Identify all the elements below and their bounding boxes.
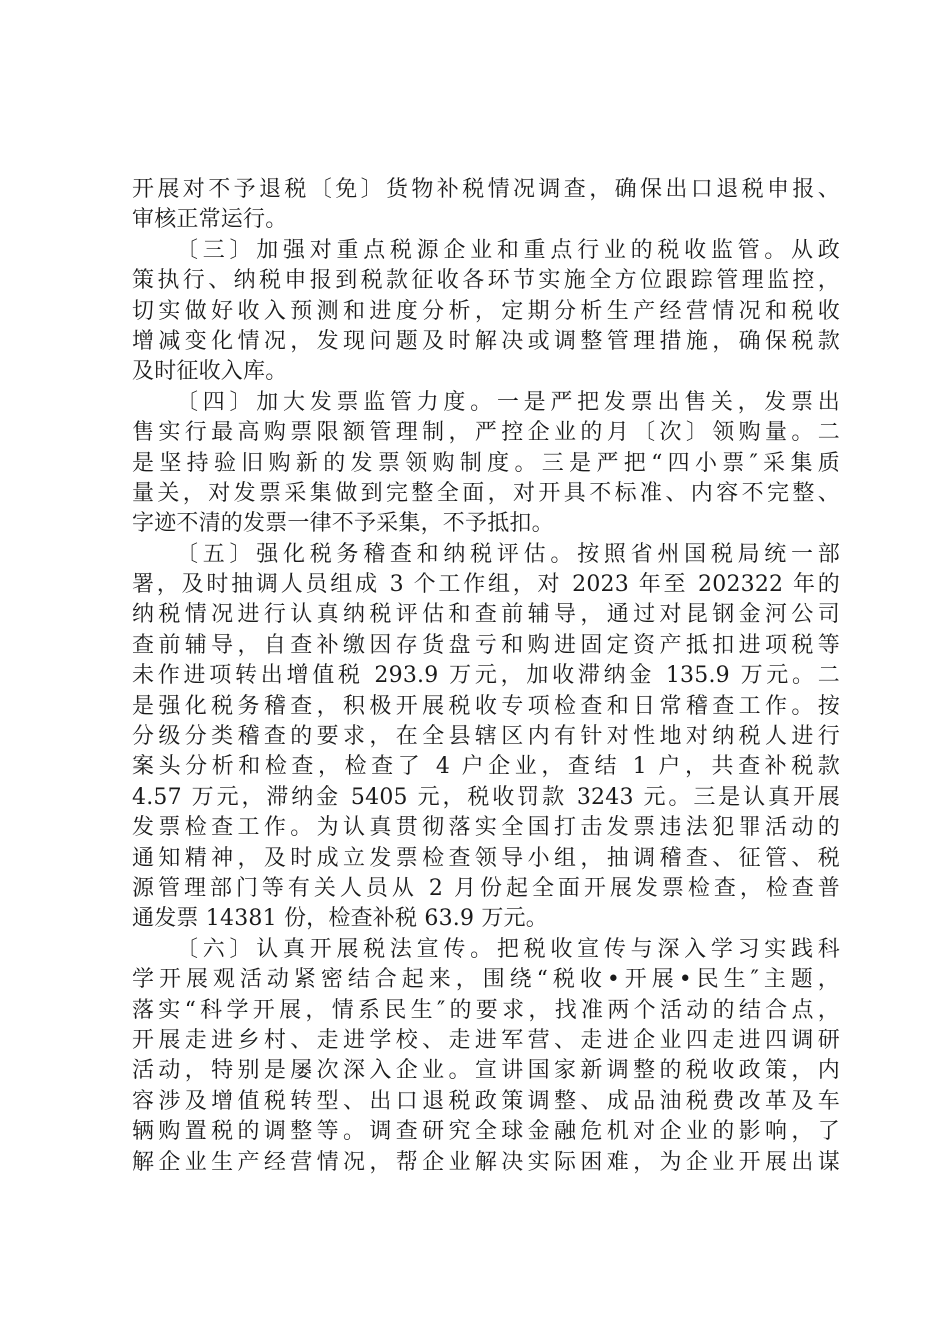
text-line: 是强化税务稽查，积极开展税收专项检查和日常稽查工作。按	[132, 693, 840, 719]
text-line: 辆购置税的调整等。调查研究全球金融危机对企业的影响，了	[132, 1119, 840, 1145]
text-line: 是坚持验旧购新的发票领购制度。三是严把“四小票″采集质	[132, 450, 840, 476]
text-line: 解企业生产经营情况，帮企业解决实际困难，为企业开展出谋	[132, 1149, 840, 1175]
text-line: 策执行、纳税申报到税款征收各环节实施全方位跟踪管理监控，	[132, 268, 840, 294]
document-body	[132, 175, 840, 1178]
text-line: 通知精神，及时成立发票检查领导小组，抽调稽查、征管、税	[132, 845, 840, 871]
text-line: 〔六〕认真开展税法宣传。把税收宣传与深入学习实践科	[176, 936, 840, 962]
text-line: 开展走进乡村、走进学校、走进军营、走进企业四走进四调研	[132, 1027, 840, 1053]
text-line: 查前辅导，自查补缴因存货盘亏和购进固定资产抵扣进项税等	[132, 632, 840, 658]
paragraph-invoice-supervision	[132, 388, 840, 540]
text-line: 售实行最高购票限额管理制，严控企业的月〔次〕领购量。二	[132, 420, 840, 446]
text-line: 开展对不予退税〔免〕货物补税情况调查，确保出口退税申报、	[132, 177, 840, 202]
text-line: 署，及时抽调人员组成 3 个工作组，对 2023 年至 202322 年的	[132, 572, 840, 598]
text-line: 源管理部门等有关人员从 2 月份起全面开展发票检查，检查普	[132, 875, 840, 901]
text-line: 案头分析和检查，检查了 4 户企业，查结 1 户，共查补税款	[132, 754, 840, 780]
text-line: 纳税情况进行认真纳税评估和查前辅导，通过对昆钢金河公司	[132, 602, 840, 628]
text-line: 分级分类稽查的要求，在全县辖区内有针对性地对纳税人进行	[132, 724, 840, 750]
paragraph-tax-inspection	[132, 540, 840, 935]
text-line: 审核正常运行。	[132, 207, 288, 233]
paragraph-export-rebate	[132, 175, 840, 236]
text-line: 及时征收入库。	[132, 359, 288, 385]
text-line: 〔三〕加强对重点税源企业和重点行业的税收监管。从政	[176, 237, 840, 263]
text-line: 〔五〕强化税务稽查和纳税评估。按照省州国税局统一部	[176, 541, 840, 567]
paragraph-tax-law-publicity	[132, 935, 840, 1178]
text-line: 容涉及增值税转型、出口退税政策调整、成品油税费改革及车	[132, 1088, 840, 1114]
text-line: 学开展观活动紧密结合起来，围绕“税收•开展•民生″主题，	[132, 967, 840, 993]
text-line: 切实做好收入预测和进度分析，定期分析生产经营情况和税收	[132, 298, 840, 324]
text-line: 量关，对发票采集做到完整全面，对开具不标准、内容不完整、	[132, 480, 840, 506]
text-line: 通发票 14381 份，检查补税 63.9 万元。	[132, 906, 548, 932]
paragraph-key-tax-sources	[132, 236, 840, 388]
text-line: 未作进项转出增值税 293.9 万元，加收滞纳金 135.9 万元。二	[132, 663, 840, 689]
text-line: 发票检查工作。为认真贯彻落实全国打击发票违法犯罪活动的	[132, 815, 840, 841]
text-line: 活动，特别是屡次深入企业。宣讲国家新调整的税收政策，内	[132, 1058, 840, 1084]
text-line: 增减变化情况，发现问题及时解决或调整管理措施，确保税款	[132, 328, 840, 354]
text-line: 字迹不清的发票一律不予采集，不予抵扣。	[132, 511, 554, 537]
text-line: 〔四〕加大发票监管力度。一是严把发票出售关，发票出	[176, 389, 840, 415]
text-line: 落实“科学开展，情系民生″的要求，找准两个活动的结合点，	[132, 997, 840, 1023]
text-line: 4.57 万元，滞纳金 5405 元，税收罚款 3243 元。三是认真开展	[132, 784, 841, 810]
